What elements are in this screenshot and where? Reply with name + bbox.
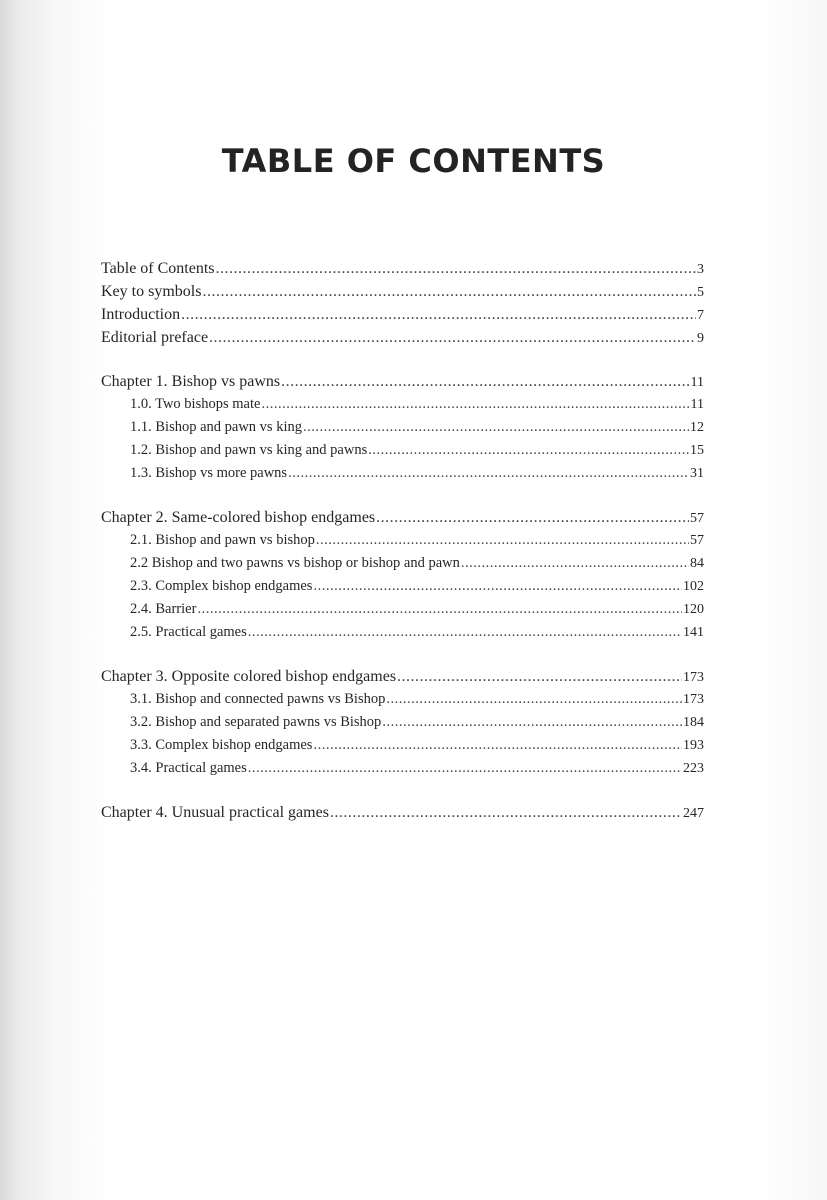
toc-chapter-entry — [101, 665, 704, 688]
toc-chapter-label: Chapter 3. Opposite colored bishop endgames — [101, 668, 397, 685]
toc-chapter-label: Chapter 1. Bishop vs pawns — [101, 373, 281, 390]
toc-page-number: 173 — [683, 692, 704, 707]
toc-section-label: 1.1. Bishop and pawn vs king — [130, 419, 302, 435]
toc-page-number: 84 — [690, 556, 704, 571]
toc-page-number: 7 — [697, 308, 704, 323]
dot-leader — [216, 257, 696, 280]
toc-page-number: 102 — [683, 579, 704, 594]
toc-page-number: 141 — [683, 625, 704, 640]
toc-section-label: 2.4. Barrier — [130, 601, 197, 617]
toc-section-entry — [101, 734, 704, 757]
toc-page-number: 120 — [683, 602, 704, 617]
dot-leader — [197, 598, 682, 621]
toc-section-entry — [101, 621, 704, 644]
dot-leader — [313, 734, 682, 757]
dot-leader — [202, 280, 696, 303]
toc-section-label: 2.5. Practical games — [130, 624, 247, 640]
toc-section-entry — [101, 416, 704, 439]
toc-chapter-label: Chapter 4. Unusual practical games — [101, 804, 329, 821]
dot-leader — [382, 711, 682, 734]
toc-section-label: 3.2. Bishop and separated pawns vs Bishop — [130, 714, 382, 730]
dot-leader — [181, 303, 696, 326]
toc-section-label: 2.1. Bishop and pawn vs bishop — [130, 532, 315, 548]
page-title: TABLE OF CONTENTS — [221, 142, 606, 180]
toc-entry-label: Key to symbols — [101, 283, 202, 300]
toc-entry-label: Editorial preface — [101, 329, 209, 346]
toc-section-label: 3.1. Bishop and connected pawns vs Bishop — [130, 691, 386, 707]
dot-leader — [261, 393, 689, 416]
toc-page-number: 9 — [697, 331, 704, 346]
toc-chapter-entry — [101, 801, 704, 824]
dot-leader — [397, 665, 682, 688]
toc-page-number: 57 — [690, 533, 704, 548]
toc-page-number: 223 — [683, 761, 704, 776]
toc-page-number: 173 — [683, 670, 704, 685]
toc-page-number: 247 — [683, 806, 704, 821]
dot-leader — [386, 688, 682, 711]
toc-section-entry — [101, 552, 704, 575]
toc-page-number: 11 — [690, 397, 704, 412]
toc-entry — [101, 257, 704, 280]
toc-section-label: 1.2. Bishop and pawn vs king and pawns — [130, 442, 368, 458]
toc-section-entry — [101, 688, 704, 711]
toc-page-number: 15 — [690, 443, 704, 458]
toc-section-entry — [101, 575, 704, 598]
toc-page-number: 5 — [697, 285, 704, 300]
toc-chapter-label: Chapter 2. Same-colored bishop endgames — [101, 509, 376, 526]
dot-leader — [461, 552, 689, 575]
dot-leader — [376, 506, 689, 529]
toc-section-entry — [101, 711, 704, 734]
chapter-4-group — [101, 801, 704, 824]
front-matter-group — [101, 257, 704, 349]
toc-page-number: 57 — [690, 511, 704, 526]
toc-section-label: 3.3. Complex bishop endgames — [130, 737, 313, 753]
toc-section-label: 2.3. Complex bishop endgames — [130, 578, 313, 594]
chapter-1-group — [101, 370, 704, 485]
table-of-contents — [101, 257, 704, 845]
toc-section-entry — [101, 598, 704, 621]
dot-leader — [209, 326, 696, 349]
toc-chapter-entry — [101, 370, 704, 393]
toc-section-entry — [101, 439, 704, 462]
dot-leader — [248, 621, 682, 644]
toc-section-entry — [101, 393, 704, 416]
toc-section-label: 2.2 Bishop and two pawns vs bishop or bishop and pawn — [130, 555, 460, 571]
toc-page-number: 31 — [690, 466, 704, 481]
toc-page-number: 184 — [683, 715, 704, 730]
toc-section-entry — [101, 462, 704, 485]
toc-entry-label: Table of Contents — [101, 260, 215, 277]
toc-chapter-entry — [101, 506, 704, 529]
dot-leader — [368, 439, 689, 462]
toc-section-label: 1.3. Bishop vs more pawns — [130, 465, 288, 481]
toc-entry — [101, 326, 704, 349]
dot-leader — [281, 370, 689, 393]
toc-entry — [101, 303, 704, 326]
toc-section-label: 3.4. Practical games — [130, 760, 247, 776]
toc-page-number: 11 — [690, 375, 704, 390]
dot-leader — [288, 462, 689, 485]
toc-entry-label: Introduction — [101, 306, 181, 323]
chapter-3-group — [101, 665, 704, 780]
dot-leader — [330, 801, 682, 824]
toc-page-number: 12 — [690, 420, 704, 435]
toc-entry — [101, 280, 704, 303]
toc-page-number: 193 — [683, 738, 704, 753]
toc-page-number: 3 — [697, 262, 704, 277]
dot-leader — [316, 529, 689, 552]
dot-leader — [303, 416, 689, 439]
dot-leader — [313, 575, 682, 598]
chapter-2-group — [101, 506, 704, 644]
toc-section-label: 1.0. Two bishops mate — [130, 396, 261, 412]
toc-section-entry — [101, 757, 704, 780]
toc-section-entry — [101, 529, 704, 552]
dot-leader — [248, 757, 682, 780]
